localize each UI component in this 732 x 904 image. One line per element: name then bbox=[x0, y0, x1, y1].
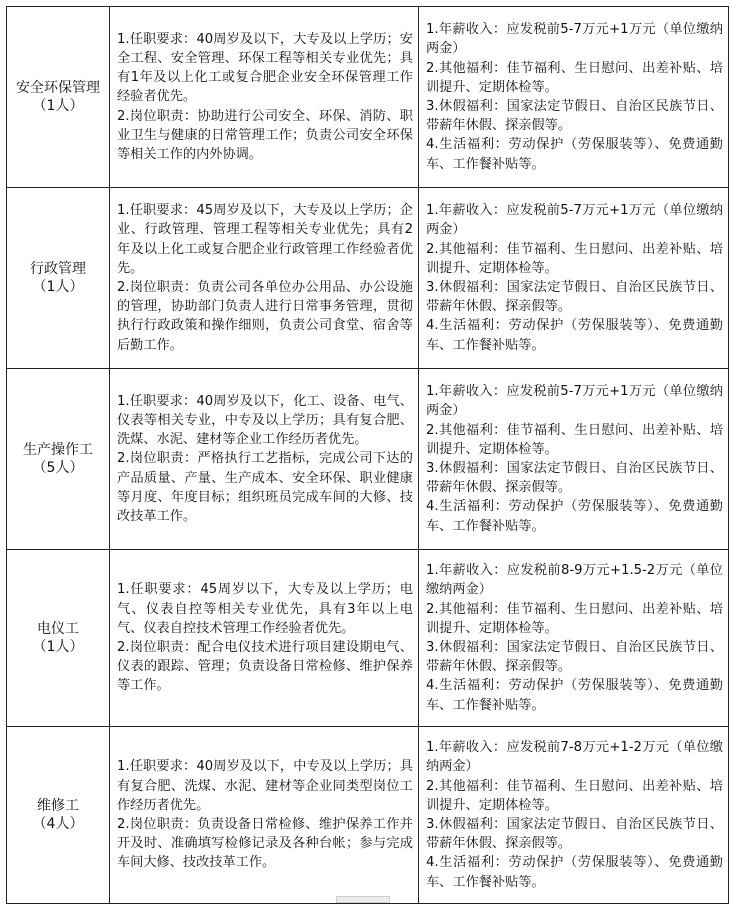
leave-benefits: 3.休假福利：国家法定节假日、自治区民族节日、带薪年休假、探亲假等。 bbox=[426, 640, 723, 675]
living-benefits: 4.生活福利：劳动保护（劳保服装等）、免费通勤车、工作餐补贴等。 bbox=[426, 855, 723, 890]
position-cell bbox=[7, 7, 110, 188]
annual-income: 1.年薪收入：应发税前5-7万元+1万元（单位缴纳两金） bbox=[426, 22, 723, 57]
job-requirements: 1.任职要求：40周岁及以下，化工、设备、电气、仪表等相关专业，中专及以上学历；具有复合肥、洗煤、水泥、建材等企业工作经历者优先。 bbox=[117, 393, 413, 448]
position-cell bbox=[7, 727, 110, 904]
table-row bbox=[7, 727, 729, 904]
job-posting-table bbox=[6, 6, 729, 904]
position-headcount: （1人） bbox=[32, 639, 84, 655]
requirements-cell bbox=[110, 7, 419, 188]
job-duties: 2.岗位职责：负责公司各单位办公用品、办公设施的管理，协助部门负责人进行日常事务管理，贯彻执行行政政策和操作细则，负责公司食堂、宿舍等后勤工作。 bbox=[117, 280, 413, 353]
job-requirements: 1.任职要求：40周岁及以下，大专及以上学历；安全工程、安全管理、环保工程等相关专业优先；具有1年及以上化工或复合肥企业安全环保管理工作经验者优先。 bbox=[117, 31, 413, 105]
position-cell bbox=[7, 369, 110, 550]
job-duties: 2.岗位职责：配合电仪技术进行项目建设期电气、仪表的跟踪、管理；负责设备日常检修、维护保养等工作。 bbox=[117, 640, 413, 694]
other-benefits: 2.其他福利：佳节福利、生日慰问、出差补贴、培训提升、定期体检等。 bbox=[426, 778, 723, 813]
benefits-cell bbox=[419, 188, 729, 369]
job-requirements: 1.任职要求：45周岁及以下，大专及以上学历；企业、行政管理、管理工程等相关专业优先；具有2年及以上化工或复合肥企业行政管理工作经验者优先。 bbox=[117, 203, 413, 276]
living-benefits: 4.生活福利：劳动保护（劳保服装等）、免费通勤车、工作餐补贴等。 bbox=[426, 318, 723, 353]
living-benefits: 4.生活福利：劳动保护（劳保服装等）、免费通勤车、工作餐补贴等。 bbox=[426, 137, 723, 172]
position-title: 行政管理 bbox=[30, 261, 86, 277]
horizontal-scrollbar[interactable] bbox=[336, 896, 390, 903]
position-title: 维修工 bbox=[37, 798, 79, 814]
benefits-cell bbox=[419, 727, 729, 904]
job-requirements: 1.任职要求：45周岁以下，大专及以上学历；电气、仪表自控等相关专业优先，具有3年以上电气、仪表自控技术管理工作经验者优先。 bbox=[117, 582, 413, 636]
other-benefits: 2.其他福利：佳节福利、生日慰问、出差补贴、培训提升、定期体检等。 bbox=[426, 60, 723, 95]
annual-income: 1.年薪收入：应发税前8-9万元+1.5-2万元（单位缴纳两金） bbox=[426, 563, 723, 598]
job-duties: 2.岗位职责：协助进行公司安全、环保、消防、职业卫生与健康的日常管理工作；负责公司安全环保等相关工作的内外协调。 bbox=[117, 108, 413, 162]
leave-benefits: 3.休假福利：国家法定节假日、自治区民族节日、带薪年休假、探亲假等。 bbox=[426, 461, 723, 496]
other-benefits: 2.其他福利：佳节福利、生日慰问、出差补贴、培训提升、定期体检等。 bbox=[426, 241, 723, 276]
living-benefits: 4.生活福利：劳动保护（劳保服装等）、免费通勤车、工作餐补贴等。 bbox=[426, 499, 723, 534]
table-row bbox=[7, 369, 729, 550]
living-benefits: 4.生活福利：劳动保护（劳保服装等）、免费通勤车、工作餐补贴等。 bbox=[426, 678, 723, 713]
requirements-cell bbox=[110, 188, 419, 369]
leave-benefits: 3.休假福利：国家法定节假日、自治区民族节日、带薪年休假、探亲假等。 bbox=[426, 280, 723, 315]
annual-income: 1.年薪收入：应发税前5-7万元+1万元（单位缴纳两金） bbox=[426, 203, 723, 238]
annual-income: 1.年薪收入：应发税前7-8万元+1-2万元（单位缴纳两金） bbox=[426, 740, 723, 775]
table-row bbox=[7, 7, 729, 188]
position-headcount: （5人） bbox=[32, 460, 84, 476]
table-row bbox=[7, 550, 729, 727]
position-title: 安全环保管理 bbox=[16, 80, 100, 96]
benefits-cell bbox=[419, 550, 729, 727]
job-duties: 2.岗位职责：严格执行工艺指标，完成公司下达的产品质量、产量、生产成本、安全环保、职业健康等月度、年度目标；组织班员完成车间的大修、技改技革工作。 bbox=[117, 451, 413, 524]
leave-benefits: 3.休假福利：国家法定节假日、自治区民族节日、带薪年休假、探亲假等。 bbox=[426, 817, 723, 852]
other-benefits: 2.其他福利：佳节福利、生日慰问、出差补贴、培训提升、定期体检等。 bbox=[426, 422, 723, 457]
requirements-cell bbox=[110, 550, 419, 727]
position-headcount: （4人） bbox=[32, 816, 84, 832]
leave-benefits: 3.休假福利：国家法定节假日、自治区民族节日、带薪年休假、探亲假等。 bbox=[426, 99, 723, 134]
benefits-cell bbox=[419, 7, 729, 188]
position-title: 电仪工 bbox=[37, 621, 79, 637]
benefits-cell bbox=[419, 369, 729, 550]
table-row bbox=[7, 188, 729, 369]
job-requirements: 1.任职要求：40周岁及以下，中专及以上学历；具有复合肥、洗煤、水泥、建材等企业同类型岗位工作经历者优先。 bbox=[117, 759, 413, 813]
annual-income: 1.年薪收入：应发税前5-7万元+1万元（单位缴纳两金） bbox=[426, 384, 723, 419]
position-headcount: （1人） bbox=[32, 279, 84, 295]
job-duties: 2.岗位职责：负责设备日常检修、维护保养工作并开及时、准确填写检修记录及各种台帐；参与完成车间大修、技改技革工作。 bbox=[117, 817, 413, 871]
requirements-cell bbox=[110, 727, 419, 904]
position-headcount: （1人） bbox=[32, 98, 84, 114]
position-cell bbox=[7, 188, 110, 369]
position-title: 生产操作工 bbox=[23, 442, 93, 458]
other-benefits: 2.其他福利：佳节福利、生日慰问、出差补贴、培训提升、定期体检等。 bbox=[426, 601, 723, 636]
requirements-cell bbox=[110, 369, 419, 550]
position-cell bbox=[7, 550, 110, 727]
